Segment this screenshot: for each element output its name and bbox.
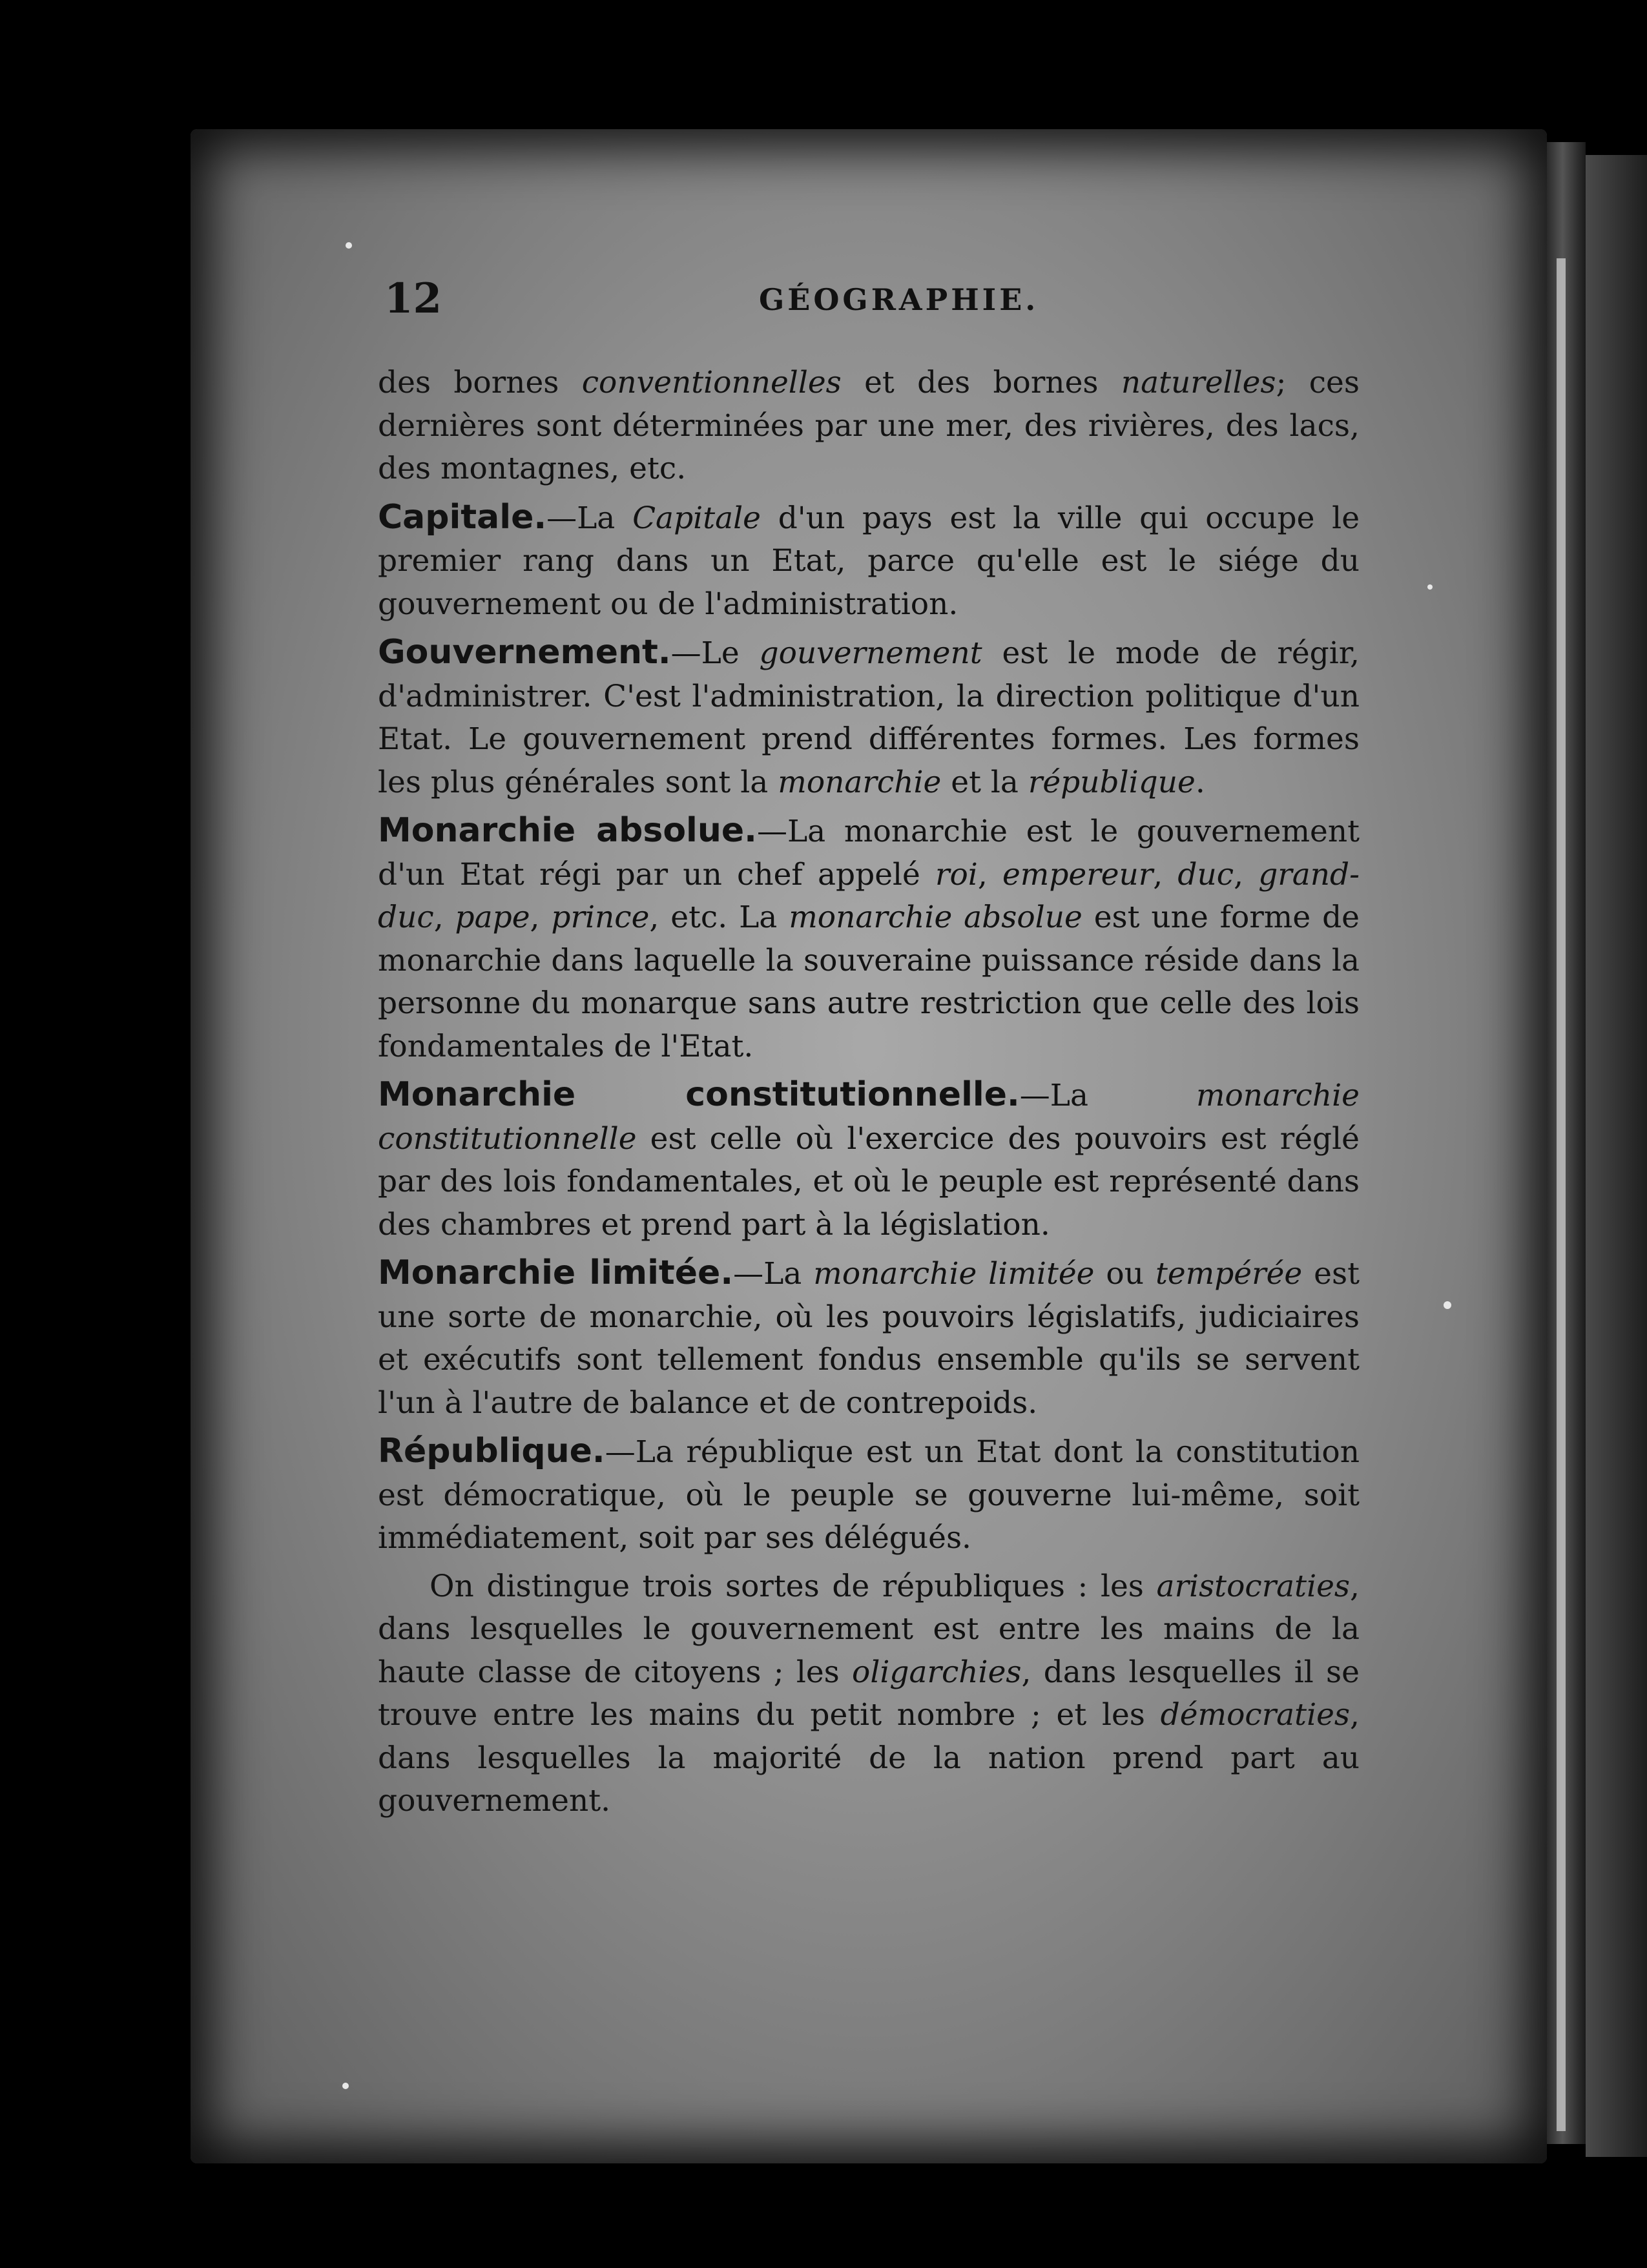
body-text-run: est une forme de monarchie dans laquelle la souveraine puissance réside dans la personne du monarque sans autre restriction que celle des lois fondamentales de l'Etat. [378,900,1360,1064]
page-header [384,274,1360,333]
body-text-run: —La [1019,1078,1196,1113]
body-text-run: , dans lesquelles la majorité de la nation prend part au gouvernement. [378,1697,1360,1819]
dust-speck [346,242,352,249]
body-text-run: , dans lesquelles le gouvernement est entre les mains de la haute classe de citoyens ; les [378,1568,1360,1690]
body-text-run: et la [941,764,1028,800]
paragraph [378,1430,1360,1560]
italic-text: duc [1177,856,1234,892]
italic-text: prince [551,900,650,935]
body-text-run: , etc. La [649,900,789,935]
body-text-run: est le mode de régir, d'administrer. C'est l'administration, la direction politique d'un Etat. Le gouvernement prend différentes formes. Les formes les plus générales sont la [378,635,1360,800]
italic-text: Capitale [632,500,761,536]
body-text-run: . [1195,764,1205,800]
dust-speck [1427,584,1433,590]
italic-text: monarchie constitutionnelle [378,1078,1360,1157]
italic-text: monarchie limitée [813,1256,1095,1292]
body-text-run: —Le [670,635,760,671]
definition-term: Monarchie constitutionnelle. [378,1075,1020,1114]
body-text-run: , [1153,856,1178,892]
body-text-run: , [1234,856,1259,892]
body-text-run: des bornes [378,365,582,400]
paragraph [378,1565,1360,1823]
body-text-run: ; ces dernières sont déterminées par une mer, des rivières, des lacs, des montagnes, etc. [378,365,1360,486]
running-head: GÉOGRAPHIE. [759,282,1039,317]
paragraph [378,809,1360,1068]
italic-text: gouvernement [759,635,982,671]
italic-text: grand-duc [378,856,1360,935]
body-text-run: —La monarchie est le gouvernement d'un Etat régi par un chef appelé [378,814,1360,892]
body-text-run: , [977,856,1002,892]
paragraph [378,1073,1360,1246]
italic-text: démocraties [1160,1697,1351,1733]
paragraph [378,1252,1360,1425]
page-number: 12 [384,274,442,323]
italic-text: empereur [1002,856,1154,892]
definition-term: République. [378,1432,605,1470]
adjacent-page-edge [1586,155,1647,2157]
book-spine [1547,142,1586,2144]
italic-text: pape [455,900,530,935]
body-text-run: ou [1094,1256,1155,1292]
italic-text: oligarchies [852,1654,1022,1690]
body-text-run: est celle où l'exercice des pouvoirs est réglé par des lois fondamentales, et où le peuple est représenté dans des chambres et prend part à la législation. [378,1120,1360,1242]
definition-term: Gouvernement. [378,633,671,672]
body-text-run: et des bornes [841,365,1121,400]
italic-text: république [1028,764,1196,800]
body-text-run: d'un pays est la ville qui occupe le premier rang dans un Etat, parce qu'elle est le siége du gouvernement ou de l'administration. [378,500,1360,622]
spine-highlight [1557,258,1566,2131]
dust-speck [342,2083,349,2089]
italic-text: conventionnelles [581,365,842,400]
paragraph [378,362,1360,491]
body-text-run: —La [733,1256,814,1292]
italic-text: aristocraties [1156,1568,1351,1604]
body-text [378,362,1360,1828]
body-text-run: , [530,900,552,935]
paragraph [378,496,1360,626]
italic-text: monarchie absolue [789,900,1082,935]
italic-text: naturelles [1121,365,1276,400]
italic-text: monarchie [778,764,942,800]
dust-speck [1444,1301,1451,1309]
definition-term: Monarchie absolue. [378,811,757,850]
body-text-run: , dans lesquelles il se trouve entre les mains du petit nombre ; et les [378,1654,1360,1733]
paragraph [378,631,1360,804]
italic-text: roi [935,856,978,892]
body-text-run: —La [546,500,633,536]
body-text-run: est une sorte de monarchie, où les pouvoirs législatifs, judiciaires et exécutifs sont tellement fondus ensemble qu'ils se servent l'un à l'autre de balance et de contrepoids. [378,1256,1360,1421]
body-text-run: , [433,900,455,935]
body-text-run: On distingue trois sortes de républiques : les [430,1568,1157,1604]
italic-text: tempérée [1155,1256,1303,1292]
definition-term: Capitale. [378,497,547,537]
definition-term: Monarchie limitée. [378,1253,734,1292]
body-text-run: —La république est un Etat dont la constitution est démocratique, où le peuple se gouverne lui-même, soit immédiatement, soit par ses délégués. [378,1434,1360,1556]
